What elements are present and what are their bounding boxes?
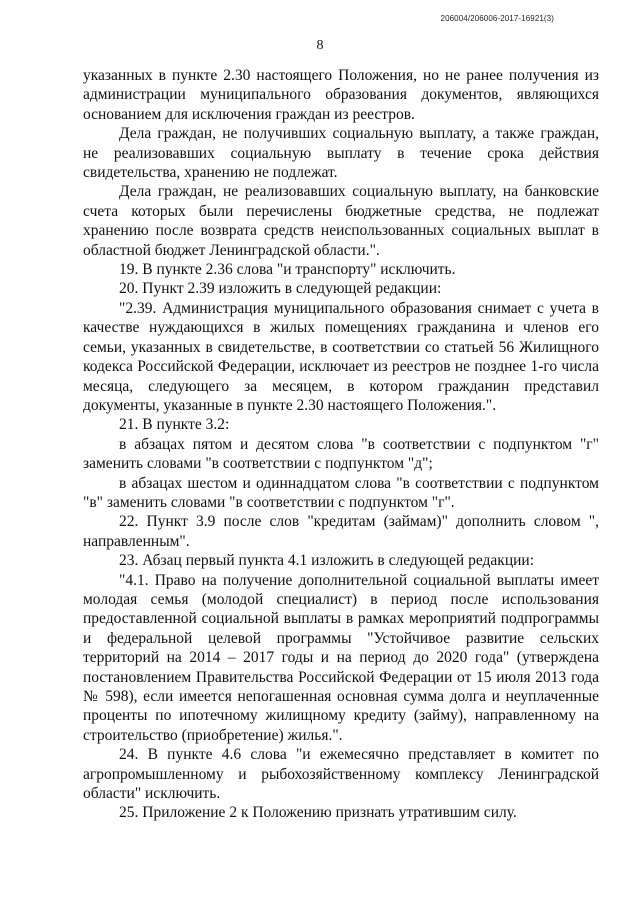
paragraph-continuation-2-30: указанных в пункте 2.30 настоящего Положения, но не ранее получения из администрации муниципального образования документов, являющихся основанием для исключения граждан из реестров. — [83, 67, 599, 123]
paragraph-item-20: 20. Пункт 2.39 изложить в следующей редакции: — [119, 280, 442, 298]
paragraph-item-22: 22. Пункт 3.9 после слов "кредитам (займам)" дополнить словом ", направленным". — [83, 513, 599, 550]
paragraph-clause-2-39: "2.39. Администрация муниципального образования снимает с учета в качестве нуждающихся в жилых помещениях гражданина и членов его семьи, указанных в свидетельстве, в соответствии со статьей 56 Жилищного кодекса Российской Федерации, исключает из реестров не позднее 1-го числа месяца, следующего за месяцем, в котором гражданин представил документы, указанные в пункте 2.30 настоящего Положения.". — [83, 299, 599, 414]
page-number: 8 — [316, 38, 324, 53]
paragraph-cases-not-stored: Дела граждан, не получивших социальную выплату, а также граждан, не реализовавших социальную выплату в течение срока действия свидетельства, хранению не подлежат. — [83, 125, 599, 182]
document-registration-number: 206004/206006-2017-16921(3) — [440, 14, 554, 23]
paragraph-item-21: 21. В пункте 3.2: — [119, 416, 230, 434]
paragraph-item-23: 23. Абзац первый пункта 4.1 изложить в следующей редакции: — [119, 552, 535, 570]
paragraph-item-25: 25. Приложение 2 к Положению признать утратившим силу. — [119, 804, 517, 822]
paragraph-item-24: 24. В пункте 4.6 слова "и ежемесячно представляет в комитет по агропромышленному и рыбохозяйственному комплексу Ленинградской области" исключить. — [83, 746, 599, 803]
paragraph-clause-4-1: "4.1. Право на получение дополнительной социальной выплаты имеет молодая семья (молодой специалист) в период после использования предоставленной социальной выплаты в рамках мероприятий подпрограммы и федеральной целевой программы "Устойчивое развитие сельских территорий на 2014 – 2017 годы и на период до 2020 года" (утверждена постановлением Правительства Российской Федерации от 15 июля 2013 года № 598), если имеется непогашенная основная сумма долга и неуплаченные проценты по ипотечному жилищному кредиту (займу), направленному на строительство (приобретение) жилья.". — [83, 571, 599, 744]
document-body — [83, 66, 599, 823]
paragraph-item-21-sub-2: в абзацах шестом и одиннадцатом слова "в соответствии с подпунктом "в" заменить словами "в соответствии с подпунктом "г". — [83, 474, 599, 511]
paragraph-cases-bank-accounts: Дела граждан, не реализовавших социальную выплату, на банковские счета которых были перечислены бюджетные средства, не подлежат хранению после возврата средств неиспользованных социальных выплат в областной бюджет Ленинградской области.". — [83, 183, 599, 259]
paragraph-item-21-sub-1: в абзацах пятом и десятом слова "в соответствии с подпунктом "г" заменить словами "в соответствии с подпунктом "д"; — [83, 435, 599, 473]
paragraph-item-19: 19. В пункте 2.36 слова "и транспорту" исключить. — [119, 261, 456, 279]
